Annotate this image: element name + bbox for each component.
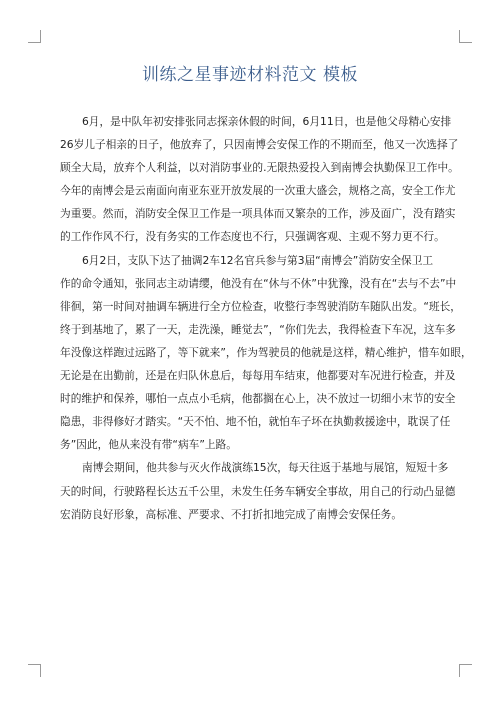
paragraph-2 [60,249,472,457]
document-title: 训练之星事迹材料范文 模板 [142,65,358,85]
text-line: 无论是在出勤前，还是在归队休息后，每每用车结束，他都要对车况进行检查，并及 [60,369,456,383]
text-line: 务”因此，他从来没有带“病车”上路。 [60,438,237,452]
paragraph-3 [60,456,456,525]
text-line: 宏消防良好形象，高标准、严要求、不打折扣地完成了南博会安保任务。 [60,507,403,521]
page-corner-mark [459,664,472,677]
text-line: 终于到基地了，累了一天，走洗澡，睡觉去”，“你们先去，我得检查下车况，这车多 [60,322,456,336]
text-line: 为重要。然而，消防安全保卫工作是一项具体而又繁杂的工作，涉及面广，没有踏实 [60,207,456,221]
text-line: 天的时间，行驶路程长达五千公里，未发生任务车辆安全事故，用自己的行动凸显德 [60,484,456,498]
document-body [60,110,472,526]
paragraph-1 [60,110,459,249]
page-corner-mark [28,30,41,43]
text-line: 6月，是中队年初安排张同志探亲休假的时间，6月11日，也是他父母精心安排 [82,115,452,128]
text-line: 6月2日，支队下达了抽调2车12名官兵参与第3届“南博会”消防安全保卫工 [82,253,434,267]
text-line: 时的维护和保养，哪怕一点点小毛病，他都搁在心上，决不放过一切细小末节的安全 [60,392,456,406]
text-line: 年没像这样跑过远路了，等下就来”，作为驾驶员的他就是这样，精心维护，惜车如眼， [60,345,472,359]
text-line: 作的命令通知，张同志主动请缨，他没有在“休与不休”中犹豫，没有在“去与不去”中 [60,276,457,290]
text-line: 南博会期间，他共参与灭火作战演练15次，每天往返于基地与展馆，短短十多 [82,461,449,475]
text-line: 的工作作风不行，没有务实的工作态度也不行，只强调客观、主观不努力更不行。 [60,230,445,244]
page-corner-mark [459,30,472,43]
text-line: 顾全大局，放弃个人利益，以对消防事业的.无限热爱投入到南博会执勤保卫工作中。 [60,161,459,175]
text-line: 26岁儿子相亲的日子，他放弃了，只因南博会安保工作的不期而至，他又一次选择了 [60,138,459,152]
text-line: 隐患，非得修好才踏实。“天不怕、地不怕，就怕车子坏在执勤救援途中，耽误了任 [60,415,451,429]
text-line: 徘徊，第一时间对抽调车辆进行全方位检查，收整行李驾驶消防车随队出发。“班长， [60,299,461,313]
page-corner-mark [28,664,41,677]
text-line: 今年的南博会是云南面向南亚东亚开放发展的一次重大盛会，规格之高，安全工作尤 [60,184,456,198]
